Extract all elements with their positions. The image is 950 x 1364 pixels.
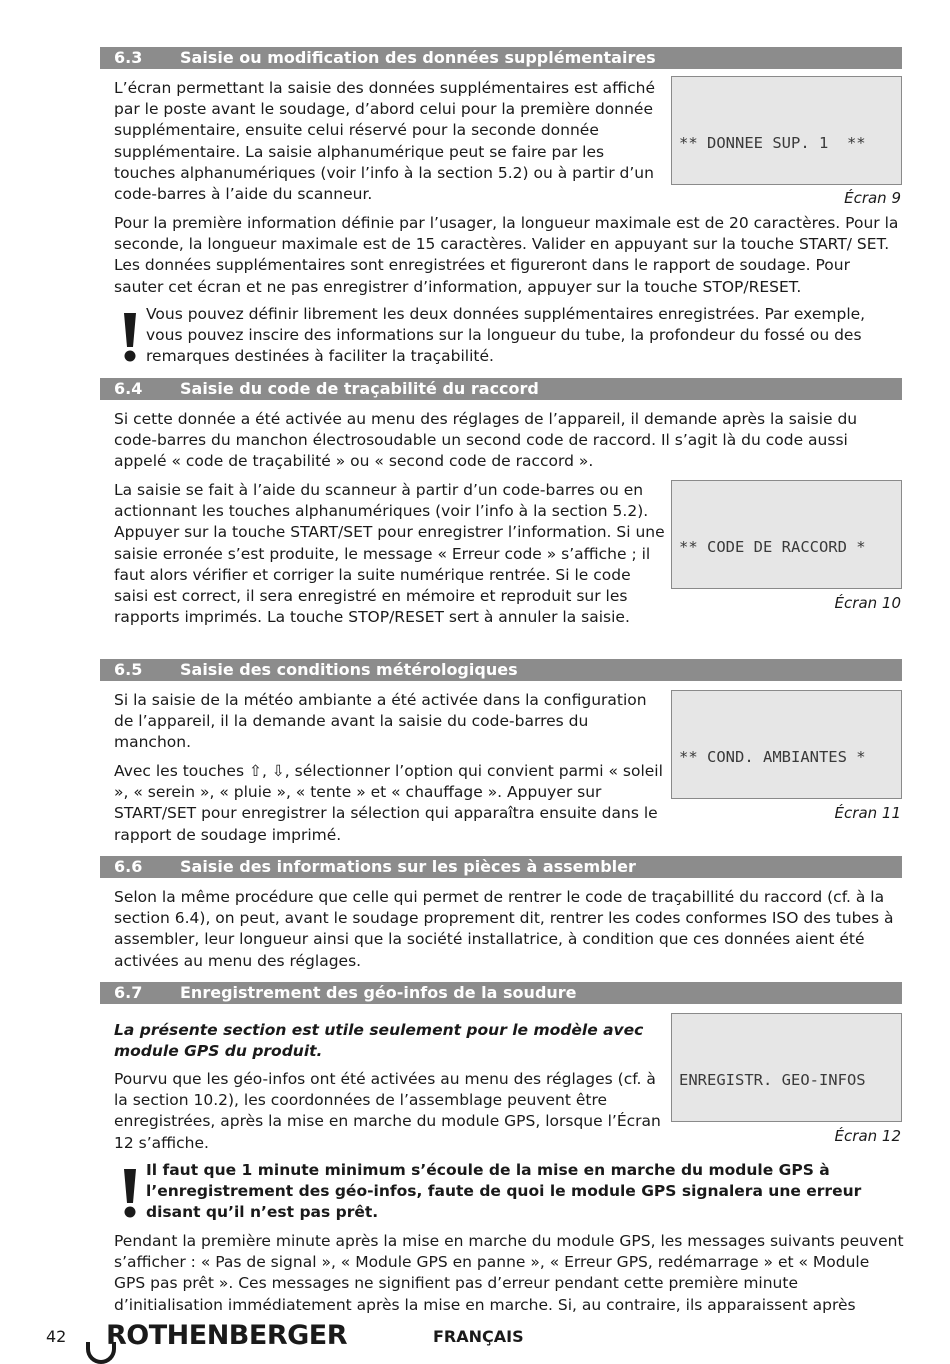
- screen-caption: Écran 9: [844, 189, 901, 207]
- display-screen-11: ** COND. AMBIANTES *: [671, 690, 902, 799]
- display-screen-10: ** CODE DE RACCORD *: [671, 480, 902, 589]
- paragraph: Pendant la première minute après la mise en marche du module GPS, les messages suivants peuvent s’afficher : « Pas de signal », « Module GPS en panne », « Erreur GPS, redémarrage » et « Module GPS pas prêt ». Ces messages ne signifient pas d’erreur pendant cette première minute d’initialisation immédiatement après la mise en marche. Si, au contraire, ils apparaissent après: [114, 1232, 904, 1314]
- section-header-6-7: 6.7 Enregistrement des géo-infos de la soudure: [100, 982, 902, 1004]
- paragraph: Si la saisie de la météo ambiante a été activée dans la configuration de l’appareil, il la demande avant la saisie du code-barres du manchon.: [114, 691, 647, 752]
- paragraph: L’écran permettant la saisie des données supplémentaires est affiché par le poste avant le soudage, d’abord celui pour la première donnée supplémentaire, ensuite celui réservé pour la seconde donnée supplémentaire. La saisie alphanumérique peut se faire par les touches alphanumériques (voir l’info à la section 5.2) ou à partir d’un code-barres à l’aide du scanneur.: [114, 79, 656, 204]
- note-text: Vous pouvez définir librement les deux données supplémentaires enregistrées. Par exemple, vous pouvez inscire des informations sur la longueur du tube, la profondeur du fossé ou des remarques destinées à faciliter la traçabilité.: [146, 305, 866, 366]
- section-header-6-6: 6.6 Saisie des informations sur les pièces à assembler: [100, 856, 902, 878]
- page-number: 42: [46, 1327, 67, 1346]
- paragraph: Pourvu que les géo-infos ont été activées au menu des réglages (cf. à la section 10.2), les coordonnées de l’assemblage peuvent être enregistrées, après la mise en marche du module GPS, lorsque l’Écran 12 s’affiche.: [114, 1070, 661, 1152]
- emphasis-paragraph: La présente section est utile seulement pour le modèle avec module GPS du produit.: [114, 1021, 644, 1061]
- paragraph: Avec les touches ⇧, ⇩, sélectionner l’option qui convient parmi « soleil », « serein », « pluie », « tente » et « chauffage ». Appuyer sur START/SET pour enregistrer la sélection qui apparaîtra ensuite dans le rapport de soudage imprimé.: [114, 762, 663, 844]
- exclamation-icon: [118, 1165, 142, 1219]
- display-screen-12: ENREGISTR. GEO-INFOS: [671, 1013, 902, 1122]
- exclamation-icon: [118, 309, 142, 363]
- language-label: FRANÇAIS: [433, 1327, 524, 1346]
- display-screen-9: ** DONNEE SUP. 1 **: [671, 76, 902, 185]
- screen-caption: Écran 10: [834, 594, 901, 612]
- screen-caption: Écran 12: [834, 1127, 901, 1145]
- brand-logo: ROTHENBERGER: [106, 1320, 348, 1351]
- paragraph: La saisie se fait à l’aide du scanneur à partir d’un code-barres ou en actionnant les touches alphanumériques (voir l’info à la section 5.2). Appuyer sur la touche START/SET pour enregistrer l’information. Si une saisie erronée s’est produite, le message « Erreur code » s’affiche ; il faut alors vérifier et corriger la suite numérique rentrée. Si le code saisi est correct, il sera enregistré en mémoire et reproduit sur les rapports imprimés. La touche STOP/RESET sert à annuler la saisie.: [114, 481, 665, 627]
- paragraph: Selon la même procédure que celle qui permet de rentrer le code de traçabillité du raccord (cf. à la section 6.4), on peut, avant le soudage proprement dit, rentrer les codes conformes ISO des tubes à assembler, leur longueur ainsi que la société installatrice, à condition que ces données aient été activées au menu des réglages.: [114, 888, 894, 970]
- section-header-6-5: 6.5 Saisie des conditions métérologiques: [100, 659, 902, 681]
- note-text: Il faut que 1 minute minimum s’écoule de la mise en marche du module GPS à l’enregistrement des géo-infos, faute de quoi le module GPS signalera une erreur disant qu’il n’est pas prêt.: [146, 1161, 862, 1222]
- section-header-6-3: 6.3 Saisie ou modification des données supplémentaires: [100, 47, 902, 69]
- screen-caption: Écran 11: [834, 804, 901, 822]
- section-header-6-4: 6.4 Saisie du code de traçabilité du raccord: [100, 378, 902, 400]
- paragraph: Pour la première information définie par l’usager, la longueur maximale est de 20 caractères. Pour la seconde, la longueur maximale est de 15 caractères. Valider en appuyant sur la touche START/ SET. Les données supplémentaires sont enregistrées et figureront dans le rapport de soudage. Pour sauter cet écran et ne pas enregistrer d’information, appuyer sur la touche STOP/RESET.: [114, 214, 899, 296]
- paragraph: Si cette donnée a été activée au menu des réglages de l’appareil, il demande après la saisie du code-barres du manchon électrosoudable un second code de raccord. Il s’agit là du code aussi appelé « code de traçabilité » ou « second code de raccord ».: [114, 410, 858, 471]
